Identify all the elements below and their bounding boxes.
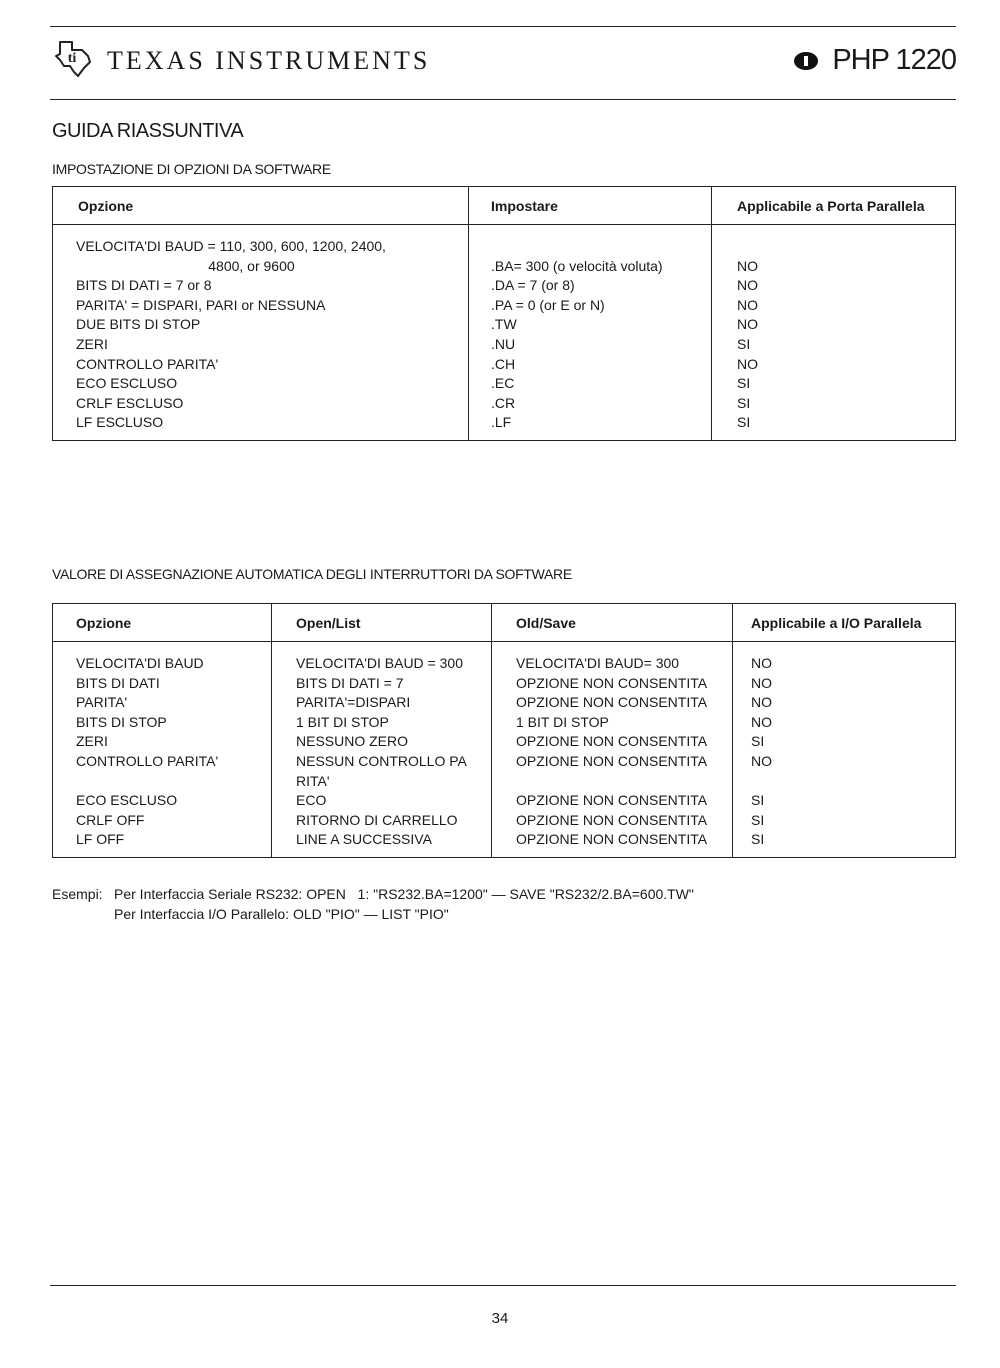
section1-label: IMPOSTAZIONE DI OPZIONI DA SOFTWARE	[52, 161, 331, 177]
page-number: 34	[491, 1310, 509, 1327]
table-cell: CRLF ESCLUSO	[76, 394, 184, 411]
table-cell: NO	[751, 694, 772, 711]
table-cell: OPZIONE NON CONSENTITA	[516, 674, 708, 691]
brand-name: TEXAS INSTRUMENTS	[107, 46, 431, 75]
column-opzione	[76, 237, 386, 433]
table-cell: OPZIONE NON CONSENTITA	[516, 752, 708, 769]
model-label	[794, 44, 956, 77]
column-open-list	[296, 654, 467, 850]
table-cell: .PA = 0 (or E or N)	[491, 296, 605, 313]
table-cell: LINE A SUCCESSIVA	[296, 831, 432, 848]
column-divider	[468, 187, 469, 440]
table-cell: NESSUNO ZERO	[296, 733, 409, 750]
table-cell: PARITA'=DISPARI	[296, 694, 411, 711]
table-cell: OPZIONE NON CONSENTITA	[516, 811, 708, 828]
table-cell: NO	[751, 655, 772, 671]
column-impostare	[491, 237, 663, 433]
table-cell: .LF	[491, 414, 512, 431]
table-cell	[516, 772, 707, 792]
top-rule	[50, 26, 956, 27]
header-open-list: Open/List	[296, 615, 361, 631]
table-cell: SI	[737, 414, 751, 431]
table-cell: CONTROLLO PARITA'	[76, 355, 219, 372]
table-cell: RITA'	[296, 772, 330, 789]
column-divider	[732, 604, 733, 857]
table-cell: NESSUN CONTROLLO PA	[296, 752, 467, 769]
table-cell	[751, 772, 772, 792]
table-cell: SI	[751, 811, 765, 828]
table-cell: .DA = 7 (or 8)	[491, 277, 575, 294]
section2-label: VALORE DI ASSEGNAZIONE AUTOMATICA DEGLI INTERRUTTORI DA SOFTWARE	[52, 566, 572, 582]
software-options-table	[52, 186, 956, 441]
table-cell: ZERI	[76, 335, 108, 352]
column-opzione	[76, 654, 218, 850]
table-cell: PARITA'	[76, 694, 128, 711]
table-cell: OPZIONE NON CONSENTITA	[516, 694, 708, 711]
table-cell: 4800, or 9600	[76, 257, 295, 274]
svg-text:ti: ti	[67, 51, 77, 66]
column-divider	[711, 187, 712, 440]
table-cell: PARITA' = DISPARI, PARI or NESSUNA	[76, 296, 326, 313]
table-cell	[76, 772, 218, 792]
header-opzione: Opzione	[76, 615, 132, 631]
table-cell	[737, 237, 758, 257]
example-serial: Per Interfaccia Seriale RS232: OPEN 1: "RS232.BA=1200" — SAVE "RS232/2.BA=600.TW"	[114, 886, 694, 902]
table-cell: SI	[737, 394, 751, 411]
texas-instruments-logo-icon	[52, 36, 96, 80]
table-cell: NO	[751, 713, 772, 730]
header-applicabile: Applicabile a Porta Parallela	[737, 198, 925, 214]
table-cell: OPZIONE NON CONSENTITA	[516, 733, 708, 750]
table-cell: DUE BITS DI STOP	[76, 316, 201, 333]
header-old-save: Old/Save	[516, 615, 576, 631]
table-cell: ECO ESCLUSO	[76, 375, 178, 392]
table-cell: BITS DI STOP	[76, 713, 167, 730]
header-applicabile: Applicabile a I/O Parallela	[751, 615, 922, 631]
table-cell: NO	[737, 316, 758, 333]
column-old-save	[516, 654, 707, 850]
table-cell: LF ESCLUSO	[76, 414, 164, 431]
header-opzione: Opzione	[78, 198, 134, 214]
footer-rule	[50, 1285, 956, 1286]
table-cell: NO	[737, 257, 758, 274]
model-number: PHP 1220	[832, 44, 956, 76]
example-parallel: Per Interfaccia I/O Parallelo: OLD "PIO" — LIST "PIO"	[114, 906, 449, 922]
column-applicabile	[751, 654, 772, 850]
page-title: GUIDA RIASSUNTIVA	[52, 120, 244, 142]
column-divider	[491, 604, 492, 857]
table-cell: NO	[751, 674, 772, 691]
table-cell: BITS DI DATI	[76, 674, 160, 691]
header-impostare: Impostare	[491, 198, 558, 214]
table-cell: CONTROLLO PARITA'	[76, 752, 219, 769]
examples-block	[52, 884, 694, 924]
table-cell: VELOCITA'DI BAUD= 300	[516, 655, 680, 671]
table-cell: SI	[737, 335, 751, 352]
table-cell: SI	[751, 792, 765, 809]
table-cell	[491, 237, 663, 257]
table-cell: NO	[751, 752, 772, 769]
table-cell: .EC	[491, 375, 515, 392]
table-cell: .TW	[491, 316, 517, 333]
table-cell: ECO ESCLUSO	[76, 792, 178, 809]
table-cell: VELOCITA'DI BAUD	[76, 655, 204, 671]
table-cell: .NU	[491, 335, 516, 352]
table-cell: LF OFF	[76, 831, 125, 848]
model-badge-icon	[794, 52, 818, 70]
column-divider	[271, 604, 272, 857]
table-cell: BITS DI DATI = 7	[296, 674, 404, 691]
header-rule	[50, 99, 956, 100]
examples-label: Esempi:	[52, 886, 103, 902]
table-cell: CRLF OFF	[76, 811, 145, 828]
table-cell: .BA= 300 (o velocità voluta)	[491, 257, 663, 274]
table-cell: SI	[737, 375, 751, 392]
table-cell: 1 BIT DI STOP	[296, 713, 389, 730]
table-cell: VELOCITA'DI BAUD = 110, 300, 600, 1200, 2400,	[76, 238, 386, 254]
table-cell: ZERI	[76, 733, 108, 750]
table-cell: NO	[737, 296, 758, 313]
table-cell: RITORNO DI CARRELLO	[296, 811, 458, 828]
table-cell: OPZIONE NON CONSENTITA	[516, 792, 708, 809]
table-cell: NO	[737, 277, 758, 294]
table-cell: 1 BIT DI STOP	[516, 713, 609, 730]
table-cell: ECO	[296, 792, 327, 809]
table-cell: SI	[751, 733, 765, 750]
table-cell: SI	[751, 831, 765, 848]
table-cell: OPZIONE NON CONSENTITA	[516, 831, 708, 848]
auto-switch-table	[52, 603, 956, 858]
table-cell: BITS DI DATI = 7 or 8	[76, 277, 212, 294]
table-cell: .CH	[491, 355, 516, 372]
table-cell: VELOCITA'DI BAUD = 300	[296, 655, 463, 671]
table-cell: NO	[737, 355, 758, 372]
table-cell: .CR	[491, 394, 516, 411]
column-applicabile	[737, 237, 758, 433]
